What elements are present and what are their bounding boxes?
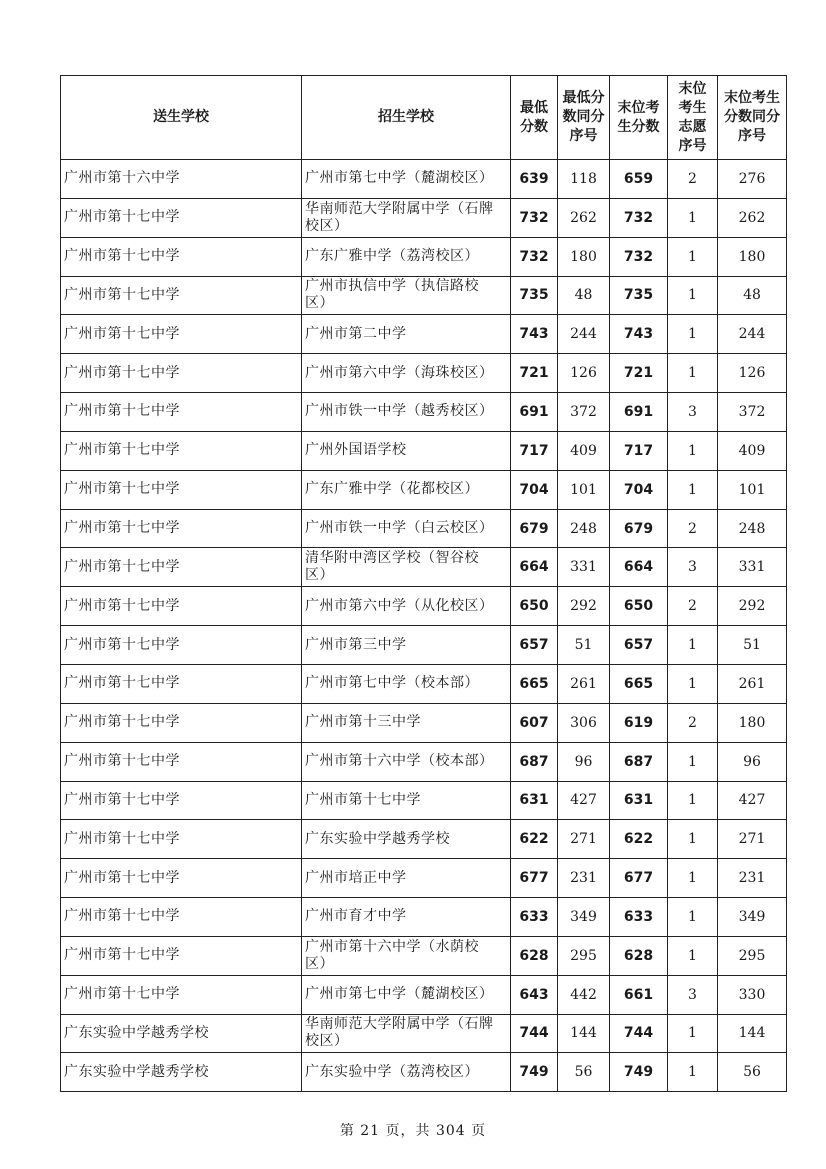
- recruiting-school-line: 广州市第六中学（海珠校区）: [305, 364, 494, 381]
- last-score-cell: 721: [610, 354, 668, 393]
- min-score-cell: 732: [511, 198, 558, 237]
- min-score-cell: 679: [511, 509, 558, 548]
- table-row: [61, 237, 787, 276]
- recruiting-school-line: 区）: [305, 567, 334, 584]
- last-rank-cell: 409: [718, 431, 787, 470]
- last-choice-cell: 1: [668, 781, 718, 820]
- min-score-rank-cell: 96: [558, 742, 610, 781]
- table-row: [61, 936, 787, 975]
- table-row: [61, 898, 787, 937]
- recruiting-school-line: 广州市铁一中学（越秀校区）: [305, 403, 494, 420]
- last-choice-cell: 1: [668, 859, 718, 898]
- recruiting-school-line: 广州市第十七中学: [305, 791, 421, 808]
- min-score-cell: 633: [511, 898, 558, 937]
- sender-school-cell: 广州市第十七中学: [61, 820, 302, 859]
- recruiting-school-cell: [302, 820, 511, 859]
- min-score-rank-cell: 51: [558, 626, 610, 665]
- last-rank-cell: 349: [718, 898, 787, 937]
- min-score-rank-cell: 409: [558, 431, 610, 470]
- recruiting-school-line: 校区）: [305, 217, 349, 234]
- min-score-rank-cell: 180: [558, 237, 610, 276]
- last-score-cell: 691: [610, 393, 668, 432]
- recruiting-school-line: 广东实验中学越秀学校: [305, 830, 450, 847]
- last-choice-cell: 1: [668, 276, 718, 315]
- header-min-score-rank: 最低分 数同分 序号: [558, 76, 610, 160]
- min-score-cell: 704: [511, 470, 558, 509]
- admission-score-table: [60, 75, 787, 1092]
- min-score-cell: 691: [511, 393, 558, 432]
- min-score-rank-cell: 101: [558, 470, 610, 509]
- recruiting-school-cell: [302, 354, 511, 393]
- header-recruiting-school: 招生学校: [302, 76, 511, 160]
- table-row: [61, 975, 787, 1014]
- min-score-cell: 665: [511, 664, 558, 703]
- recruiting-school-line: 区）: [305, 955, 334, 972]
- last-rank-cell: 180: [718, 237, 787, 276]
- last-rank-cell: 231: [718, 859, 787, 898]
- table-row: [61, 276, 787, 315]
- last-choice-cell: 2: [668, 160, 718, 199]
- last-score-cell: 677: [610, 859, 668, 898]
- table-row: [61, 820, 787, 859]
- min-score-rank-cell: 126: [558, 354, 610, 393]
- sender-school-cell: 广州市第十七中学: [61, 509, 302, 548]
- sender-school-cell: 广州市第十七中学: [61, 975, 302, 1014]
- page-footer: 第 21 页，共 304 页: [339, 1123, 487, 1139]
- recruiting-school-cell: [302, 276, 511, 315]
- recruiting-school-line: 广州市第七中学（麓湖校区）: [305, 170, 494, 187]
- recruiting-school-line: 广州市第十三中学: [305, 714, 421, 731]
- recruiting-school-line: 广州市第六中学（从化校区）: [305, 597, 494, 614]
- last-score-cell: 687: [610, 742, 668, 781]
- last-score-cell: 744: [610, 1014, 668, 1053]
- last-score-cell: 633: [610, 898, 668, 937]
- last-choice-cell: 1: [668, 315, 718, 354]
- min-score-rank-cell: 427: [558, 781, 610, 820]
- last-rank-cell: 330: [718, 975, 787, 1014]
- sender-school-cell: 广州市第十七中学: [61, 664, 302, 703]
- recruiting-school-cell: [302, 781, 511, 820]
- recruiting-school-cell: [302, 470, 511, 509]
- recruiting-school-cell: [302, 198, 511, 237]
- last-score-cell: 732: [610, 237, 668, 276]
- table-row: [61, 393, 787, 432]
- last-choice-cell: 3: [668, 548, 718, 587]
- min-score-rank-cell: 331: [558, 548, 610, 587]
- last-score-cell: 732: [610, 198, 668, 237]
- last-choice-cell: 3: [668, 393, 718, 432]
- recruiting-school-line: 华南师范大学附属中学（石牌: [305, 200, 494, 217]
- last-rank-cell: 144: [718, 1014, 787, 1053]
- recruiting-school-line: 广东实验中学（荔湾校区）: [305, 1063, 479, 1080]
- recruiting-school-line: 广州市铁一中学（白云校区）: [305, 520, 494, 537]
- recruiting-school-line: 广州市第七中学（校本部）: [305, 675, 479, 692]
- last-score-cell: 735: [610, 276, 668, 315]
- last-rank-cell: 126: [718, 354, 787, 393]
- last-rank-cell: 101: [718, 470, 787, 509]
- recruiting-school-cell: [302, 160, 511, 199]
- sender-school-cell: 广州市第十七中学: [61, 198, 302, 237]
- last-score-cell: 622: [610, 820, 668, 859]
- recruiting-school-line: 广东广雅中学（荔湾校区）: [305, 248, 479, 265]
- recruiting-school-cell: [302, 936, 511, 975]
- last-score-cell: 631: [610, 781, 668, 820]
- last-rank-cell: 271: [718, 820, 787, 859]
- sender-school-cell: 广州市第十七中学: [61, 936, 302, 975]
- sender-school-cell: 广州市第十六中学: [61, 160, 302, 199]
- min-score-cell: 639: [511, 160, 558, 199]
- min-score-rank-cell: 262: [558, 198, 610, 237]
- sender-school-cell: 广州市第十七中学: [61, 354, 302, 393]
- min-score-rank-cell: 244: [558, 315, 610, 354]
- last-score-cell: 679: [610, 509, 668, 548]
- recruiting-school-line: 广州市第十六中学（校本部）: [305, 753, 494, 770]
- recruiting-school-cell: [302, 1014, 511, 1053]
- table-row: [61, 703, 787, 742]
- table-row: [61, 626, 787, 665]
- min-score-rank-cell: 231: [558, 859, 610, 898]
- min-score-cell: 631: [511, 781, 558, 820]
- recruiting-school-cell: [302, 587, 511, 626]
- last-choice-cell: 1: [668, 1053, 718, 1092]
- sender-school-cell: 广州市第十七中学: [61, 431, 302, 470]
- recruiting-school-cell: [302, 742, 511, 781]
- recruiting-school-cell: [302, 664, 511, 703]
- min-score-rank-cell: 295: [558, 936, 610, 975]
- recruiting-school-line: 清华附中湾区学校（智谷校: [305, 550, 479, 567]
- recruiting-school-cell: [302, 509, 511, 548]
- table-row: [61, 664, 787, 703]
- header-min-score: 最低 分数: [511, 76, 558, 160]
- last-choice-cell: 1: [668, 354, 718, 393]
- last-rank-cell: 180: [718, 703, 787, 742]
- header-last-score: 末位考 生分数: [610, 76, 668, 160]
- sender-school-cell: 广州市第十七中学: [61, 470, 302, 509]
- min-score-rank-cell: 306: [558, 703, 610, 742]
- last-choice-cell: 2: [668, 509, 718, 548]
- min-score-rank-cell: 118: [558, 160, 610, 199]
- min-score-cell: 628: [511, 936, 558, 975]
- last-rank-cell: 48: [718, 276, 787, 315]
- last-score-cell: 665: [610, 664, 668, 703]
- recruiting-school-cell: [302, 431, 511, 470]
- last-score-cell: 657: [610, 626, 668, 665]
- table-row: [61, 781, 787, 820]
- min-score-rank-cell: 292: [558, 587, 610, 626]
- sender-school-cell: 广州市第十七中学: [61, 859, 302, 898]
- recruiting-school-cell: [302, 703, 511, 742]
- min-score-rank-cell: 48: [558, 276, 610, 315]
- min-score-cell: 732: [511, 237, 558, 276]
- last-rank-cell: 262: [718, 198, 787, 237]
- last-rank-cell: 56: [718, 1053, 787, 1092]
- last-choice-cell: 3: [668, 975, 718, 1014]
- sender-school-cell: 广东实验中学越秀学校: [61, 1053, 302, 1092]
- table-row: [61, 160, 787, 199]
- last-rank-cell: 248: [718, 509, 787, 548]
- min-score-rank-cell: 56: [558, 1053, 610, 1092]
- recruiting-school-line: 广州市第十六中学（水荫校: [305, 938, 479, 955]
- last-choice-cell: 1: [668, 820, 718, 859]
- recruiting-school-cell: [302, 548, 511, 587]
- last-rank-cell: 96: [718, 742, 787, 781]
- recruiting-school-line: 广州市培正中学: [305, 869, 407, 886]
- last-score-cell: 661: [610, 975, 668, 1014]
- sender-school-cell: 广州市第十七中学: [61, 393, 302, 432]
- last-choice-cell: 1: [668, 898, 718, 937]
- last-choice-cell: 1: [668, 237, 718, 276]
- table-row: [61, 354, 787, 393]
- recruiting-school-line: 华南师范大学附属中学（石牌: [305, 1016, 494, 1033]
- sender-school-cell: 广东实验中学越秀学校: [61, 1014, 302, 1053]
- recruiting-school-cell: [302, 237, 511, 276]
- recruiting-school-line: 广州市第三中学: [305, 636, 407, 653]
- last-rank-cell: 276: [718, 160, 787, 199]
- table-row: [61, 470, 787, 509]
- min-score-cell: 717: [511, 431, 558, 470]
- last-rank-cell: 244: [718, 315, 787, 354]
- min-score-cell: 664: [511, 548, 558, 587]
- sender-school-cell: 广州市第十七中学: [61, 703, 302, 742]
- last-score-cell: 743: [610, 315, 668, 354]
- min-score-cell: 622: [511, 820, 558, 859]
- min-score-rank-cell: 261: [558, 664, 610, 703]
- table-row: [61, 198, 787, 237]
- min-score-cell: 687: [511, 742, 558, 781]
- last-score-cell: 628: [610, 936, 668, 975]
- table-row: [61, 509, 787, 548]
- table-row: [61, 587, 787, 626]
- recruiting-school-line: 广州外国语学校: [305, 442, 407, 459]
- last-choice-cell: 1: [668, 198, 718, 237]
- last-rank-cell: 295: [718, 936, 787, 975]
- min-score-cell: 650: [511, 587, 558, 626]
- min-score-cell: 677: [511, 859, 558, 898]
- header-last-rank: 末位考生 分数同分 序号: [718, 76, 787, 160]
- last-score-cell: 650: [610, 587, 668, 626]
- sender-school-cell: 广州市第十七中学: [61, 276, 302, 315]
- table-row: [61, 315, 787, 354]
- last-score-cell: 664: [610, 548, 668, 587]
- last-rank-cell: 51: [718, 626, 787, 665]
- table-row: [61, 859, 787, 898]
- min-score-cell: 749: [511, 1053, 558, 1092]
- recruiting-school-cell: [302, 315, 511, 354]
- min-score-cell: 643: [511, 975, 558, 1014]
- table-row: [61, 431, 787, 470]
- last-choice-cell: 2: [668, 587, 718, 626]
- min-score-cell: 735: [511, 276, 558, 315]
- last-rank-cell: 372: [718, 393, 787, 432]
- recruiting-school-line: 校区）: [305, 1033, 349, 1050]
- last-choice-cell: 1: [668, 936, 718, 975]
- min-score-rank-cell: 144: [558, 1014, 610, 1053]
- table-row: [61, 548, 787, 587]
- table-row: [61, 1014, 787, 1053]
- sender-school-cell: 广州市第十七中学: [61, 898, 302, 937]
- recruiting-school-cell: [302, 1053, 511, 1092]
- recruiting-school-cell: [302, 975, 511, 1014]
- recruiting-school-line: 广州市执信中学（执信路校: [305, 278, 479, 295]
- last-score-cell: 704: [610, 470, 668, 509]
- last-rank-cell: 331: [718, 548, 787, 587]
- min-score-cell: 657: [511, 626, 558, 665]
- last-score-cell: 619: [610, 703, 668, 742]
- last-choice-cell: 1: [668, 664, 718, 703]
- last-rank-cell: 427: [718, 781, 787, 820]
- recruiting-school-cell: [302, 626, 511, 665]
- recruiting-school-line: 广州市第二中学: [305, 325, 407, 342]
- min-score-cell: 607: [511, 703, 558, 742]
- sender-school-cell: 广州市第十七中学: [61, 781, 302, 820]
- recruiting-school-line: 广州市第七中学（麓湖校区）: [305, 986, 494, 1003]
- recruiting-school-line: 广州市育才中学: [305, 908, 407, 925]
- min-score-cell: 744: [511, 1014, 558, 1053]
- sender-school-cell: 广州市第十七中学: [61, 237, 302, 276]
- sender-school-cell: 广州市第十七中学: [61, 742, 302, 781]
- table-body: [61, 160, 787, 1092]
- last-rank-cell: 261: [718, 664, 787, 703]
- recruiting-school-cell: [302, 393, 511, 432]
- sender-school-cell: 广州市第十七中学: [61, 548, 302, 587]
- last-choice-cell: 1: [668, 431, 718, 470]
- min-score-cell: 721: [511, 354, 558, 393]
- table-header-row: [61, 76, 787, 160]
- header-last-choice: 末位 考生 志愿 序号: [668, 76, 718, 160]
- min-score-cell: 743: [511, 315, 558, 354]
- table-row: [61, 742, 787, 781]
- last-score-cell: 659: [610, 160, 668, 199]
- recruiting-school-cell: [302, 898, 511, 937]
- sender-school-cell: 广州市第十七中学: [61, 626, 302, 665]
- sender-school-cell: 广州市第十七中学: [61, 315, 302, 354]
- recruiting-school-cell: [302, 859, 511, 898]
- last-score-cell: 717: [610, 431, 668, 470]
- min-score-rank-cell: 248: [558, 509, 610, 548]
- sender-school-cell: 广州市第十七中学: [61, 587, 302, 626]
- min-score-rank-cell: 372: [558, 393, 610, 432]
- last-choice-cell: 2: [668, 703, 718, 742]
- recruiting-school-line: 区）: [305, 295, 334, 312]
- recruiting-school-line: 广东广雅中学（花都校区）: [305, 481, 479, 498]
- last-score-cell: 749: [610, 1053, 668, 1092]
- last-choice-cell: 1: [668, 742, 718, 781]
- min-score-rank-cell: 349: [558, 898, 610, 937]
- last-rank-cell: 292: [718, 587, 787, 626]
- last-choice-cell: 1: [668, 626, 718, 665]
- last-choice-cell: 1: [668, 470, 718, 509]
- min-score-rank-cell: 442: [558, 975, 610, 1014]
- last-choice-cell: 1: [668, 1014, 718, 1053]
- min-score-rank-cell: 271: [558, 820, 610, 859]
- header-sender-school: 送生学校: [61, 76, 302, 160]
- table-row: [61, 1053, 787, 1092]
